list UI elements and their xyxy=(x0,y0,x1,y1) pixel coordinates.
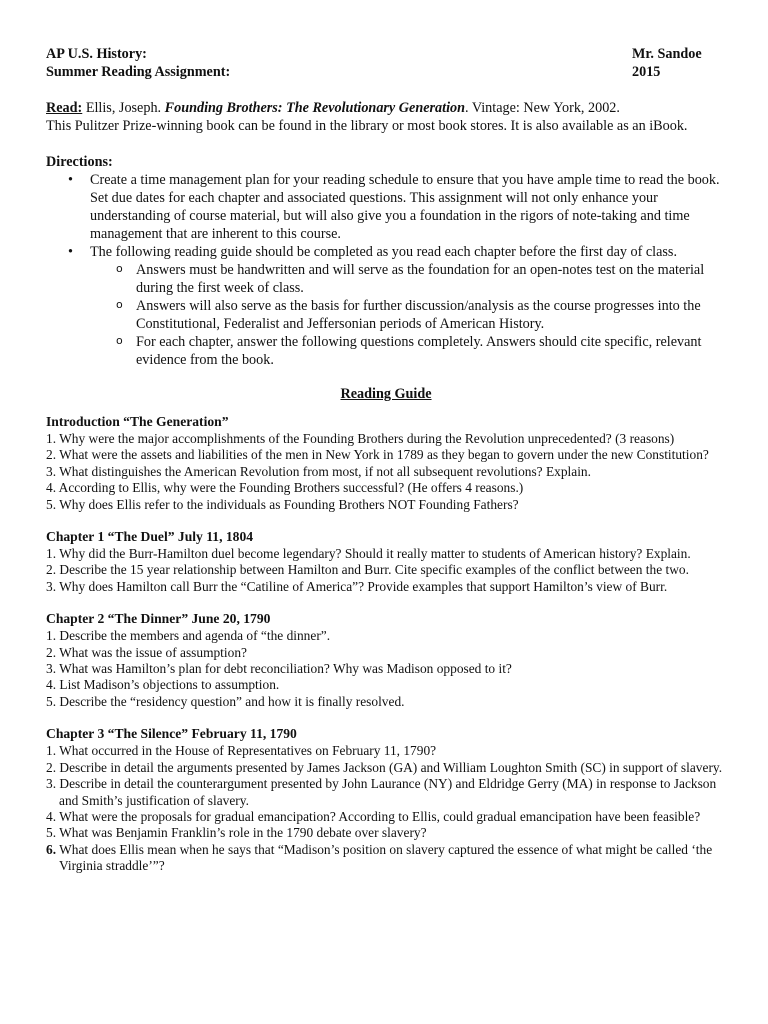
teacher-name: Mr. Sandoe xyxy=(632,46,702,62)
read-line xyxy=(46,99,726,117)
book-author: Ellis, Joseph. xyxy=(82,100,165,116)
question: 5. Why does Ellis refer to the individuals as Founding Brothers NOT Founding Fathers? xyxy=(46,496,519,512)
question: 2. Describe in detail the arguments presented by James Jackson (GA) and William Loughton Smith (SC) in support of slavery. xyxy=(46,759,723,775)
question: 2. Describe the 15 year relationship between Hamilton and Burr. Cite specific examples of the conflict between the two. xyxy=(46,562,689,578)
question: 4. List Madison’s objections to assumption. xyxy=(46,677,280,693)
question: 2. What were the assets and liabilities of the men in New York in 1789 as they began to govern under the new Constitution? xyxy=(46,447,709,463)
directions-item xyxy=(90,171,726,243)
section-chapter-1 xyxy=(46,528,726,595)
directions-item-text: The following reading guide should be completed as you read each chapter before the first day of class. xyxy=(90,244,677,260)
directions-subitem: o Answers must be handwritten and will serve as the foundation for an open-notes test on the material during the first week of class. xyxy=(136,261,726,297)
question: 6. What does Ellis mean when he says that “Madison’s position on slavery captured the essence of what might be called ‘the Virginia straddle’”? xyxy=(46,841,713,874)
question: 3. Describe in detail the counterargument presented by John Laurance (NY) and Eldridge Gerry (MA) in response to Jackson and Smith’s justification of slavery. xyxy=(46,776,717,808)
question: 1. Why were the major accomplishments of the Founding Brothers during the Revolution unprecedented? (3 reasons) xyxy=(46,431,675,446)
year: 2015 xyxy=(632,64,661,80)
directions-item xyxy=(90,243,726,369)
section-chapter-2 xyxy=(46,610,726,710)
reading-guide-title: Reading Guide xyxy=(340,386,432,402)
header-row-1 xyxy=(46,45,726,63)
question: 1. What occurred in the House of Representatives on February 11, 1790? xyxy=(46,743,437,759)
question: 4. What were the proposals for gradual emancipation? According to Ellis, could gradual emancipation have been feasible? xyxy=(46,808,701,824)
book-publisher: . Vintage: New York, 2002. xyxy=(465,100,620,116)
question: 4. According to Ellis, why were the Founding Brothers successful? (He offers 4 reasons.) xyxy=(46,480,524,496)
assignment-title: Summer Reading Assignment: xyxy=(46,64,231,80)
question: 3. What was Hamilton’s plan for debt reconciliation? Why was Madison opposed to it? xyxy=(46,661,512,677)
document-page xyxy=(46,45,726,890)
directions-subitem: o Answers will also serve as the basis for further discussion/analysis as the course progresses into the Constitutional, Federalist and Jeffersonian periods of American History. xyxy=(136,297,726,333)
directions-sublist xyxy=(90,261,726,369)
question: 3. What distinguishes the American Revolution from most, if not all subsequent revolutions? Explain. xyxy=(46,463,591,479)
question: 3. Why does Hamilton call Burr the “Catiline of America”? Provide examples that support Hamilton’s view of Burr. xyxy=(46,578,668,594)
section-title: Chapter 2 “The Dinner” June 20, 1790 xyxy=(46,611,271,627)
header-row-2 xyxy=(46,63,726,81)
section-title: Chapter 1 “The Duel” July 11, 1804 xyxy=(46,529,254,545)
question: 5. Describe the “residency question” and how it is finally resolved. xyxy=(46,693,405,709)
section-introduction xyxy=(46,413,726,513)
directions-item-text: Create a time management plan for your reading schedule to ensure that you have ample time to read the book. Set due dates for each chapter and associated questions. This assignment will not only enhance your understanding of course material, but will also give you a foundation in the rigors of note-taking and time management that are inherent to this course. xyxy=(90,172,720,242)
book-description: This Pulitzer Prize-winning book can be found in the library or most book stores. It is also available as an iBook. xyxy=(46,118,688,134)
read-label: Read: xyxy=(46,100,83,116)
course-title: AP U.S. History: xyxy=(46,46,147,62)
directions-list xyxy=(46,171,726,369)
section-chapter-3 xyxy=(46,725,726,874)
section-title: Chapter 3 “The Silence” February 11, 1790 xyxy=(46,726,297,742)
directions-subitem: o For each chapter, answer the following questions completely. Answers should cite specific, relevant evidence from the book. xyxy=(136,333,726,369)
question: 1. Why did the Burr-Hamilton duel become legendary? Should it really matter to students of American history? Explain. xyxy=(46,546,691,562)
book-title: Founding Brothers: The Revolutionary Generation xyxy=(164,100,465,116)
question: 1. Describe the members and agenda of “the dinner”. xyxy=(46,628,331,644)
question: 2. What was the issue of assumption? xyxy=(46,644,247,660)
question: 5. What was Benjamin Franklin’s role in the 1790 debate over slavery? xyxy=(46,825,427,841)
section-title: Introduction “The Generation” xyxy=(46,414,229,429)
directions-label: Directions: xyxy=(46,154,113,170)
